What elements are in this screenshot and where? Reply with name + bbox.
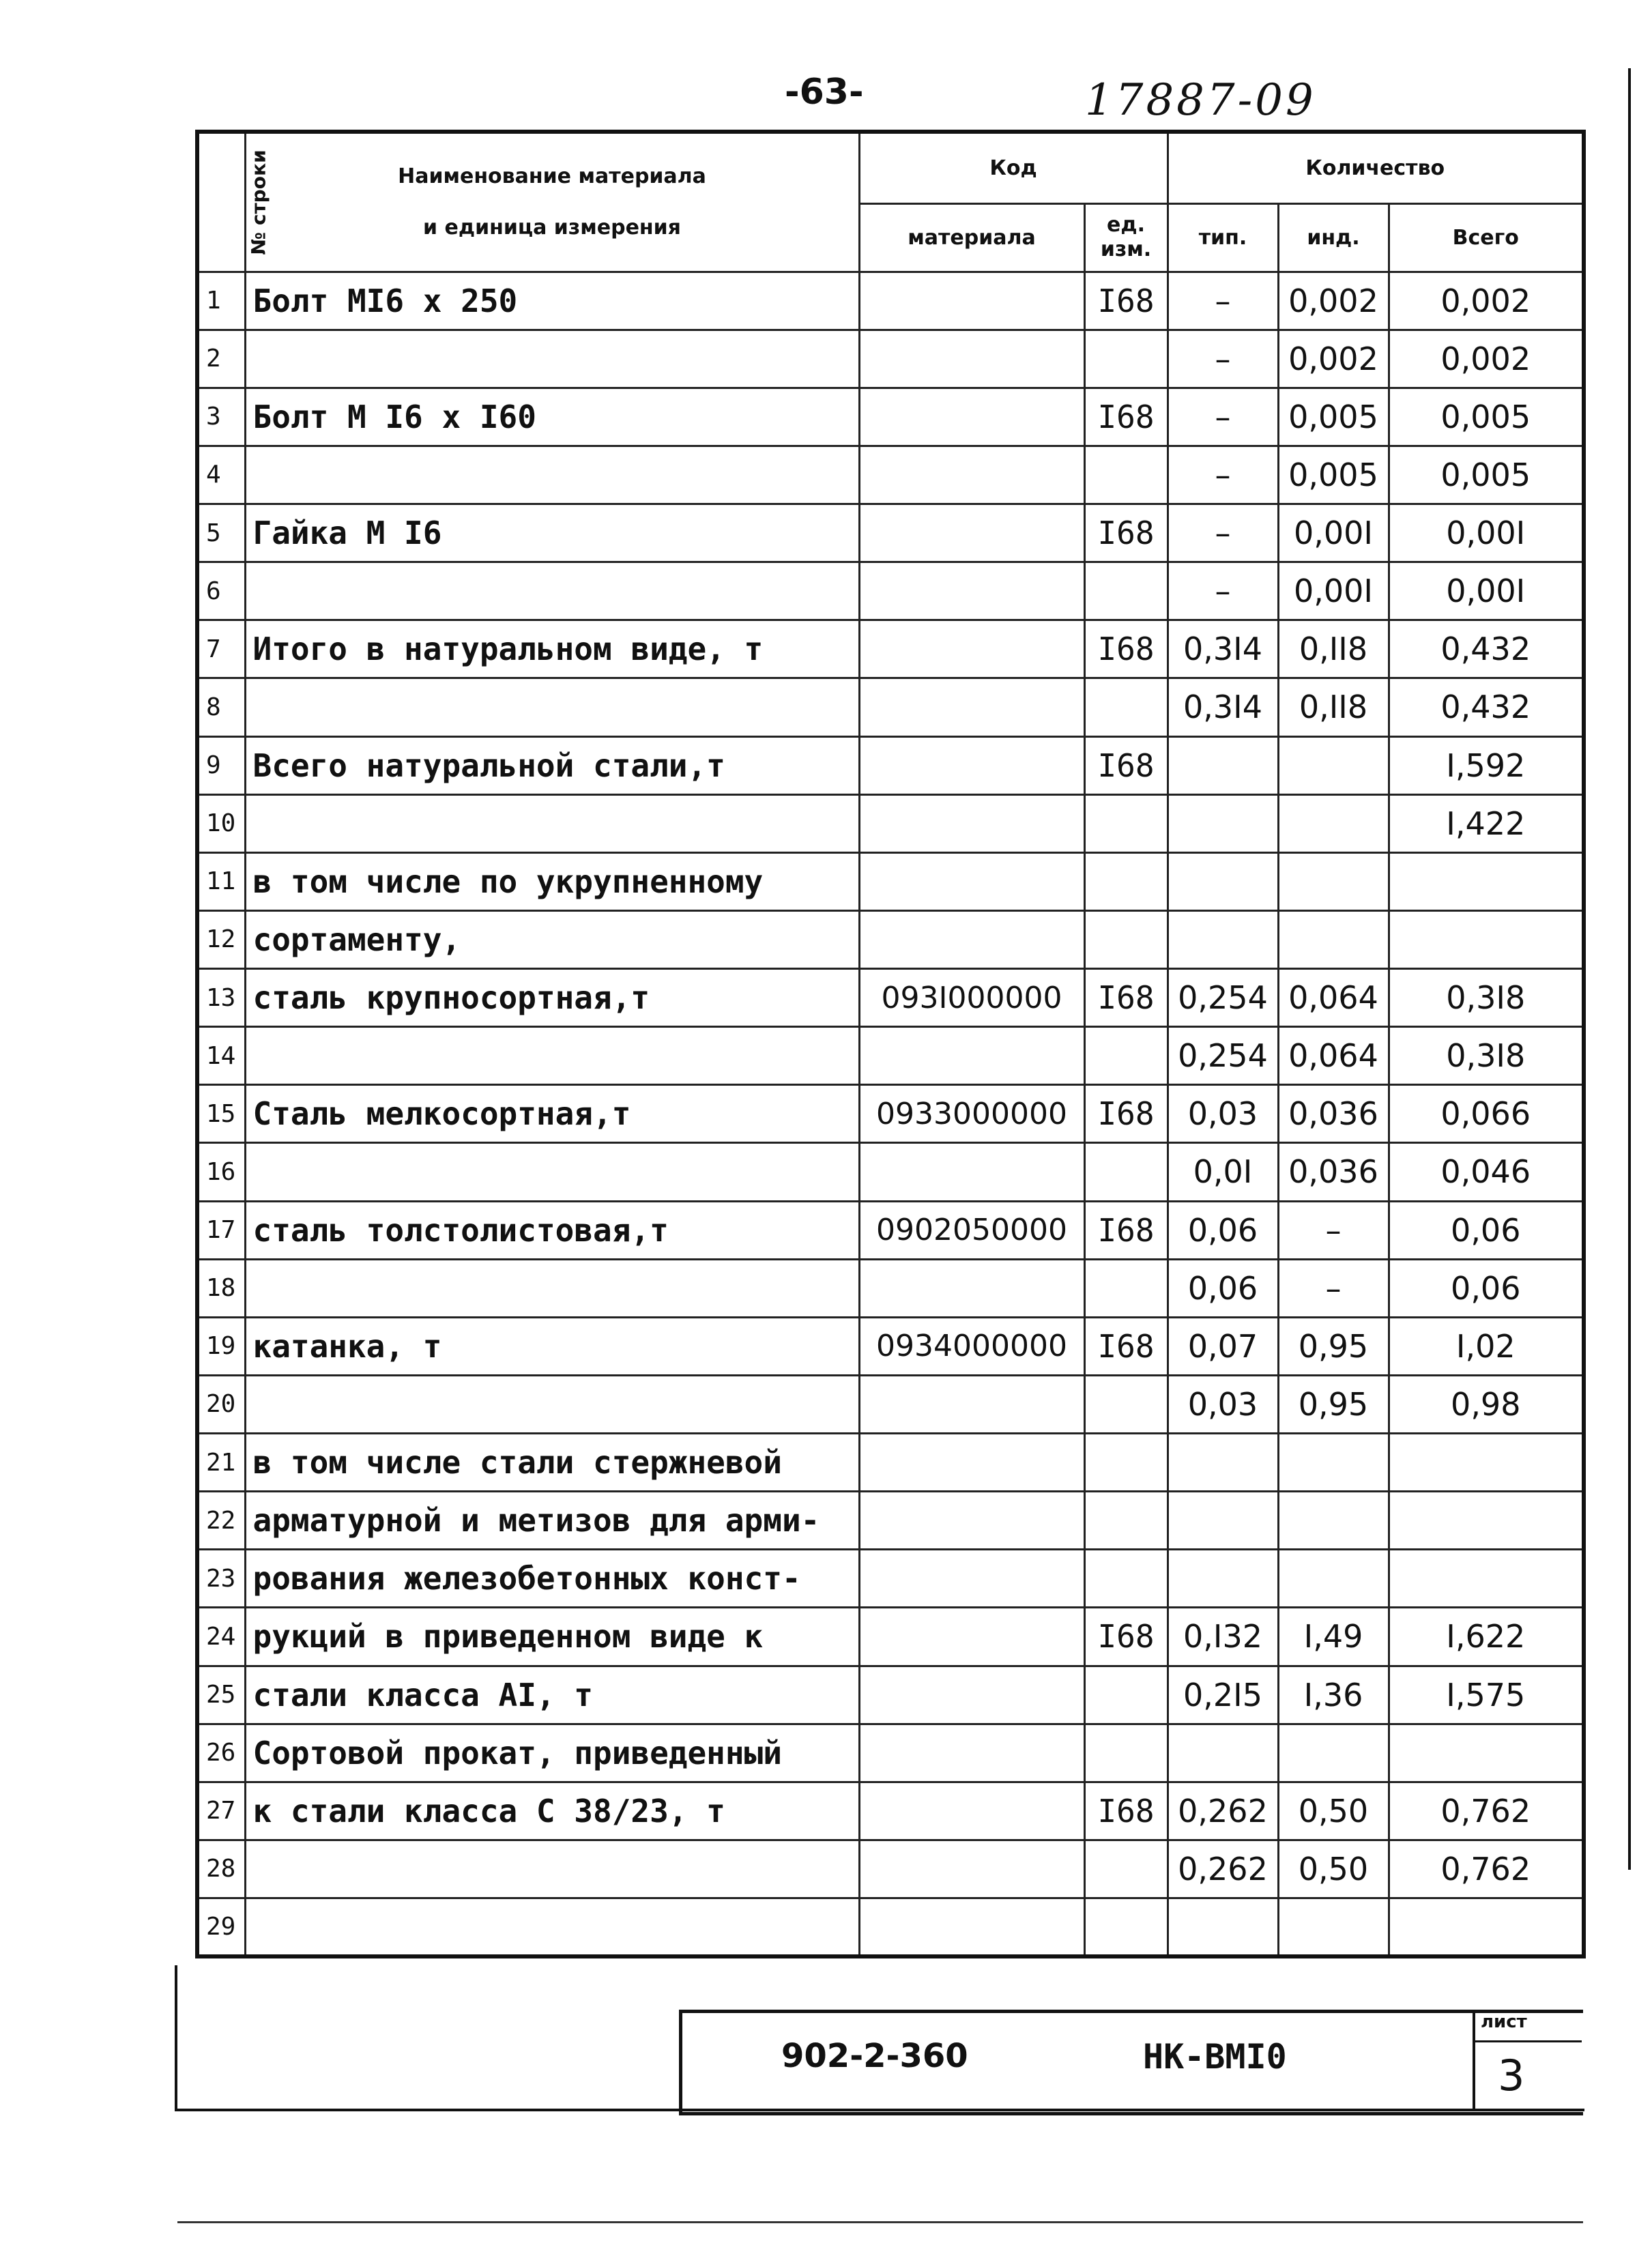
material-name	[245, 1143, 859, 1201]
row-number: 22	[197, 1492, 245, 1550]
qty-ind	[1278, 736, 1389, 794]
row-number: 27	[197, 1782, 245, 1840]
table-row	[197, 1259, 1584, 1317]
qty-typ	[1168, 1898, 1278, 1957]
material-name	[245, 1375, 859, 1433]
qty-ind	[1278, 1492, 1389, 1550]
row-number: 9	[197, 736, 245, 794]
row-number: 4	[197, 446, 245, 504]
row-number: 19	[197, 1317, 245, 1375]
qty-total: 0,005	[1389, 446, 1584, 504]
material-name	[245, 1259, 859, 1317]
table-row	[197, 504, 1584, 562]
material-code	[859, 1375, 1084, 1433]
project-code: 902-2-360	[781, 2037, 968, 2075]
row-number: 7	[197, 620, 245, 678]
unit-code: I68	[1084, 969, 1168, 1027]
qty-total: 0,005	[1389, 388, 1584, 446]
row-number: 21	[197, 1434, 245, 1492]
table-row	[197, 272, 1584, 330]
row-number: 5	[197, 504, 245, 562]
page-number: -63-	[785, 72, 864, 113]
qty-typ	[1168, 910, 1278, 968]
qty-ind: –	[1278, 1259, 1389, 1317]
row-number: 12	[197, 910, 245, 968]
row-number: 28	[197, 1840, 245, 1898]
qty-typ: 0,I32	[1168, 1608, 1278, 1666]
sheet-number: 3	[1498, 2051, 1525, 2100]
unit-code	[1084, 330, 1168, 388]
material-code: 093I000000	[859, 969, 1084, 1027]
unit-code	[1084, 1724, 1168, 1782]
row-number: 6	[197, 562, 245, 620]
qty-total	[1389, 1898, 1584, 1957]
qty-ind	[1278, 910, 1389, 968]
qty-total: I,622	[1389, 1608, 1584, 1666]
qty-ind	[1278, 1434, 1389, 1492]
qty-total: 0,432	[1389, 678, 1584, 736]
material-code	[859, 1608, 1084, 1666]
row-number: 8	[197, 678, 245, 736]
material-name	[245, 794, 859, 852]
materials-table	[195, 130, 1586, 1958]
material-code	[859, 736, 1084, 794]
unit-code	[1084, 910, 1168, 968]
table-row	[197, 1550, 1584, 1608]
qty-total: 0,00I	[1389, 504, 1584, 562]
qty-typ: 0,254	[1168, 1027, 1278, 1085]
unit-code	[1084, 1840, 1168, 1898]
row-number: 16	[197, 1143, 245, 1201]
unit-code: I68	[1084, 1317, 1168, 1375]
material-code	[859, 1550, 1084, 1608]
material-code	[859, 446, 1084, 504]
table-row	[197, 388, 1584, 446]
material-code	[859, 1840, 1084, 1898]
qty-ind: 0,95	[1278, 1375, 1389, 1433]
row-number: 23	[197, 1550, 245, 1608]
material-code: 0902050000	[859, 1201, 1084, 1259]
table-row	[197, 1492, 1584, 1550]
material-code	[859, 330, 1084, 388]
col-header-quantity: Количество	[1168, 132, 1584, 203]
row-number: 26	[197, 1724, 245, 1782]
material-code	[859, 562, 1084, 620]
col-header-ind: инд.	[1278, 203, 1389, 272]
qty-total: 0,002	[1389, 272, 1584, 330]
material-code	[859, 1492, 1084, 1550]
qty-total: 0,3I8	[1389, 1027, 1584, 1085]
table-row	[197, 562, 1584, 620]
unit-code	[1084, 1666, 1168, 1724]
col-header-code: Код	[859, 132, 1168, 203]
material-code	[859, 1724, 1084, 1782]
table-row	[197, 1027, 1584, 1085]
row-number: 15	[197, 1085, 245, 1143]
material-code	[859, 1666, 1084, 1724]
unit-code	[1084, 1375, 1168, 1433]
qty-typ: 0,3I4	[1168, 620, 1278, 678]
qty-typ: 0,06	[1168, 1259, 1278, 1317]
bottom-rule	[177, 2221, 1583, 2223]
qty-typ: –	[1168, 388, 1278, 446]
qty-total: I,575	[1389, 1666, 1584, 1724]
row-number: 14	[197, 1027, 245, 1085]
unit-code	[1084, 794, 1168, 852]
qty-ind: 0,50	[1278, 1840, 1389, 1898]
qty-total: 0,002	[1389, 330, 1584, 388]
unit-code	[1084, 1259, 1168, 1317]
material-code	[859, 1434, 1084, 1492]
material-name	[245, 330, 859, 388]
qty-total: 0,762	[1389, 1782, 1584, 1840]
table-row	[197, 1840, 1584, 1898]
qty-typ: –	[1168, 272, 1278, 330]
material-name	[245, 562, 859, 620]
material-code	[859, 794, 1084, 852]
material-name: стали класса АI, т	[245, 1666, 859, 1724]
col-header-material-code: материала	[859, 203, 1084, 272]
material-code	[859, 504, 1084, 562]
table-row	[197, 1434, 1584, 1492]
qty-typ: 0,0I	[1168, 1143, 1278, 1201]
unit-code	[1084, 678, 1168, 736]
material-name: в том числе по укрупненному	[245, 852, 859, 910]
unit-code	[1084, 562, 1168, 620]
sheet-code: НК-ВМI0	[1143, 2037, 1287, 2077]
row-number: 11	[197, 852, 245, 910]
table-row	[197, 794, 1584, 852]
qty-total: 0,00I	[1389, 562, 1584, 620]
row-number: 24	[197, 1608, 245, 1666]
qty-typ	[1168, 852, 1278, 910]
qty-typ	[1168, 1550, 1278, 1608]
material-name: рования железобетонных конст-	[245, 1550, 859, 1608]
material-name: Сортовой прокат, приведенный	[245, 1724, 859, 1782]
material-name: Болт МI6 х 250	[245, 272, 859, 330]
material-code	[859, 1898, 1084, 1957]
row-number: 10	[197, 794, 245, 852]
material-code	[859, 388, 1084, 446]
row-number: 3	[197, 388, 245, 446]
qty-total: 0,06	[1389, 1259, 1584, 1317]
qty-total	[1389, 1434, 1584, 1492]
qty-total: I,02	[1389, 1317, 1584, 1375]
qty-typ: 0,262	[1168, 1782, 1278, 1840]
material-name: сталь толстолистовая,т	[245, 1201, 859, 1259]
qty-total	[1389, 910, 1584, 968]
unit-code	[1084, 852, 1168, 910]
unit-code	[1084, 1434, 1168, 1492]
qty-ind: 0,064	[1278, 969, 1389, 1027]
qty-typ: 0,03	[1168, 1085, 1278, 1143]
qty-typ	[1168, 1724, 1278, 1782]
table-row	[197, 910, 1584, 968]
unit-code: I68	[1084, 272, 1168, 330]
qty-total: 0,432	[1389, 620, 1584, 678]
material-code	[859, 1027, 1084, 1085]
table-row	[197, 1143, 1584, 1201]
col-header-unit: ед. изм.	[1084, 203, 1168, 272]
table-row	[197, 1608, 1584, 1666]
qty-ind: 0,95	[1278, 1317, 1389, 1375]
table-row	[197, 330, 1584, 388]
qty-ind	[1278, 852, 1389, 910]
qty-typ	[1168, 736, 1278, 794]
qty-ind: I,36	[1278, 1666, 1389, 1724]
qty-typ: –	[1168, 504, 1278, 562]
material-code	[859, 678, 1084, 736]
unit-code	[1084, 1898, 1168, 1957]
qty-typ	[1168, 1434, 1278, 1492]
material-code	[859, 1782, 1084, 1840]
table-row	[197, 736, 1584, 794]
col-header-typ: тип.	[1168, 203, 1278, 272]
material-name	[245, 1840, 859, 1898]
table-row	[197, 446, 1584, 504]
table-row	[197, 620, 1584, 678]
qty-total	[1389, 1492, 1584, 1550]
qty-total: 0,98	[1389, 1375, 1584, 1433]
material-name: рукций в приведенном виде к	[245, 1608, 859, 1666]
row-number: 29	[197, 1898, 245, 1957]
row-number: 2	[197, 330, 245, 388]
material-name	[245, 678, 859, 736]
qty-ind: 0,005	[1278, 446, 1389, 504]
qty-total	[1389, 1724, 1584, 1782]
qty-total	[1389, 852, 1584, 910]
unit-code: I68	[1084, 504, 1168, 562]
material-name: в том числе стали стержневой	[245, 1434, 859, 1492]
qty-ind: 0,00I	[1278, 562, 1389, 620]
table-header-row	[197, 132, 1584, 203]
material-name	[245, 1027, 859, 1085]
material-name	[245, 446, 859, 504]
qty-ind: 0,002	[1278, 330, 1389, 388]
qty-total: I,422	[1389, 794, 1584, 852]
qty-ind	[1278, 1898, 1389, 1957]
qty-total: 0,3I8	[1389, 969, 1584, 1027]
qty-ind: 0,50	[1278, 1782, 1389, 1840]
table-row	[197, 1085, 1584, 1143]
unit-code: I68	[1084, 1085, 1168, 1143]
unit-code	[1084, 1492, 1168, 1550]
qty-ind: –	[1278, 1201, 1389, 1259]
unit-code: I68	[1084, 736, 1168, 794]
material-name: Всего натуральной стали,т	[245, 736, 859, 794]
qty-typ: 0,03	[1168, 1375, 1278, 1433]
table-row	[197, 1898, 1584, 1957]
col-header-total: Всего	[1389, 203, 1584, 272]
material-name: Гайка М I6	[245, 504, 859, 562]
row-number: 13	[197, 969, 245, 1027]
qty-typ: 0,262	[1168, 1840, 1278, 1898]
qty-ind	[1278, 1724, 1389, 1782]
table-row	[197, 969, 1584, 1027]
table-body	[197, 272, 1584, 1956]
qty-typ: 0,07	[1168, 1317, 1278, 1375]
material-name: Итого в натуральном виде, т	[245, 620, 859, 678]
material-code	[859, 272, 1084, 330]
unit-code	[1084, 1027, 1168, 1085]
material-name: катанка, т	[245, 1317, 859, 1375]
material-name: Сталь мелкосортная,т	[245, 1085, 859, 1143]
material-code	[859, 852, 1084, 910]
qty-typ: –	[1168, 446, 1278, 504]
material-code: 0933000000	[859, 1085, 1084, 1143]
table-row	[197, 1375, 1584, 1433]
col-header-rowno: № строки	[197, 132, 245, 272]
unit-code: I68	[1084, 620, 1168, 678]
table-row	[197, 1201, 1584, 1259]
qty-ind: 0,005	[1278, 388, 1389, 446]
material-code: 0934000000	[859, 1317, 1084, 1375]
table-row	[197, 852, 1584, 910]
table-row	[197, 678, 1584, 736]
unit-code	[1084, 1143, 1168, 1201]
qty-ind: 0,II8	[1278, 620, 1389, 678]
qty-ind: 0,00I	[1278, 504, 1389, 562]
qty-ind	[1278, 1550, 1389, 1608]
qty-total	[1389, 1550, 1584, 1608]
sheet-divider	[1473, 2040, 1582, 2042]
material-code	[859, 1143, 1084, 1201]
row-number: 17	[197, 1201, 245, 1259]
qty-ind: 0,036	[1278, 1143, 1389, 1201]
document-code: 17887-09	[1085, 75, 1316, 126]
unit-code: I68	[1084, 1201, 1168, 1259]
qty-typ: 0,2I5	[1168, 1666, 1278, 1724]
table-row	[197, 1782, 1584, 1840]
qty-ind: 0,II8	[1278, 678, 1389, 736]
sheet-label: лист	[1481, 2012, 1527, 2032]
material-name: сортаменту,	[245, 910, 859, 968]
qty-typ: –	[1168, 562, 1278, 620]
unit-code	[1084, 1550, 1168, 1608]
table-row	[197, 1666, 1584, 1724]
unit-code: I68	[1084, 1782, 1168, 1840]
material-code	[859, 620, 1084, 678]
qty-ind: 0,002	[1278, 272, 1389, 330]
qty-ind: I,49	[1278, 1608, 1389, 1666]
table-row	[197, 1724, 1584, 1782]
table-row	[197, 1317, 1584, 1375]
margin-rule	[1628, 68, 1631, 1870]
row-number: 1	[197, 272, 245, 330]
unit-code	[1084, 446, 1168, 504]
col-header-name: Наименование материала и единица измерения	[245, 132, 859, 272]
qty-typ: 0,3I4	[1168, 678, 1278, 736]
qty-total: 0,06	[1389, 1201, 1584, 1259]
row-number: 18	[197, 1259, 245, 1317]
qty-ind: 0,064	[1278, 1027, 1389, 1085]
qty-typ: 0,06	[1168, 1201, 1278, 1259]
material-code	[859, 910, 1084, 968]
unit-code: I68	[1084, 388, 1168, 446]
qty-typ: 0,254	[1168, 969, 1278, 1027]
qty-typ	[1168, 1492, 1278, 1550]
material-name: арматурной и метизов для арми-	[245, 1492, 859, 1550]
row-number: 20	[197, 1375, 245, 1433]
material-name	[245, 1898, 859, 1957]
qty-typ	[1168, 794, 1278, 852]
material-name: к стали класса С 38/23, т	[245, 1782, 859, 1840]
material-name: Болт М I6 х I60	[245, 388, 859, 446]
qty-total: 0,066	[1389, 1085, 1584, 1143]
qty-ind	[1278, 794, 1389, 852]
qty-total: 0,762	[1389, 1840, 1584, 1898]
row-number: 25	[197, 1666, 245, 1724]
material-code	[859, 1259, 1084, 1317]
qty-total: 0,046	[1389, 1143, 1584, 1201]
unit-code: I68	[1084, 1608, 1168, 1666]
qty-typ: –	[1168, 330, 1278, 388]
material-name: сталь крупносортная,т	[245, 969, 859, 1027]
qty-total: I,592	[1389, 736, 1584, 794]
qty-ind: 0,036	[1278, 1085, 1389, 1143]
